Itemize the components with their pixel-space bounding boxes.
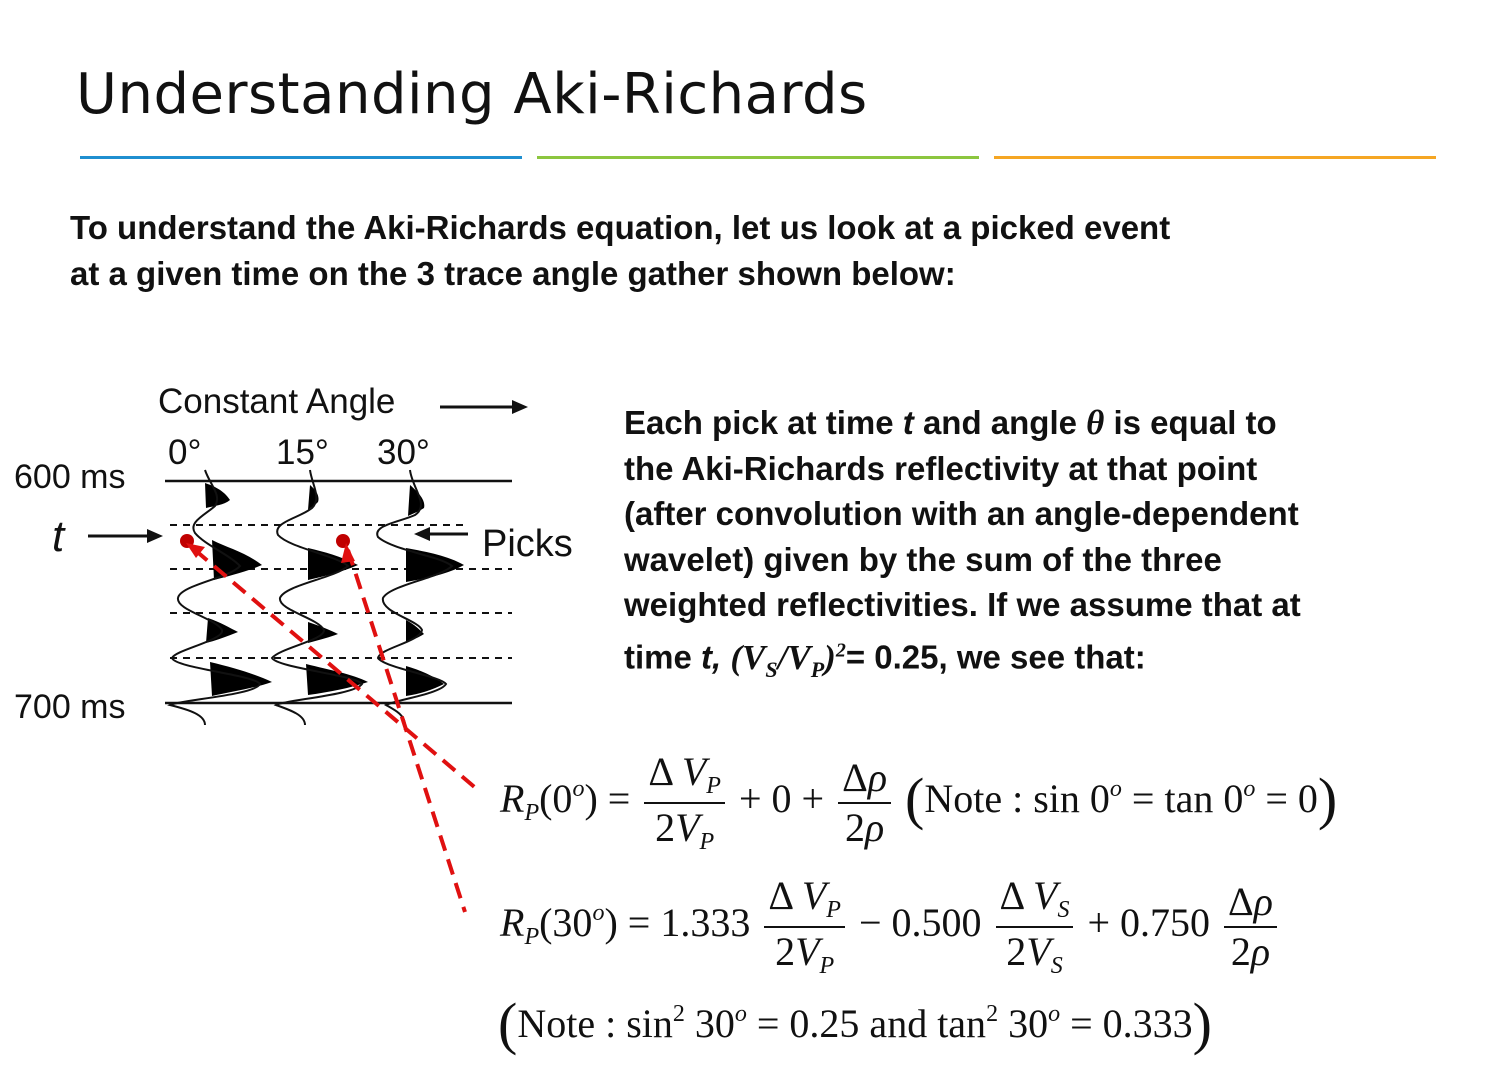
vs-vp-ratio: $(V_S/V_P)^2$ (730, 637, 846, 682)
constant-angle-arrow-icon (440, 400, 528, 414)
equation-rp-0: $R_P(0^o)$ = $\frac{\Delta V_P}{2V_P}$ + 0 + $\frac{\Delta\rho}{2\rho}$ (Note : sin 0$^o$ = tan 0$^o$ = 0) (500, 749, 1338, 855)
desc-line-1: Each pick at time t and angle θ is equal to (624, 403, 1277, 442)
equation-note-30: (Note : $\sin^2 30^o = 0.25$ and $\tan^2 30^o = 0.333$) (498, 991, 1212, 1056)
page-title: Understanding Aki-Richards (76, 62, 868, 127)
frac-dvp-over-2vp: $\frac{\Delta V_P}{2V_P}$ (644, 752, 725, 854)
picks-arrow-icon (414, 527, 468, 541)
desc-line-5: weighted reflectivities. If we assume that at (624, 586, 1301, 624)
time-label-600: 600 ms (14, 458, 126, 496)
intro-line-2: at a given time on the 3 trace angle gather shown below: (70, 255, 956, 292)
time-label-700: 700 ms (14, 688, 126, 726)
angle-label-15: 15° (276, 433, 329, 472)
time-marker-t: t (52, 512, 65, 561)
t-arrow-icon (88, 529, 163, 543)
equation-rp-30: $R_P(30^o) = 1.333$ $\frac{\Delta V_P}{2V_P}$ − 0.500 $\frac{\Delta V_S}{2V_S}$ + 0.750 $\frac{\Delta\rho}{2\rho}$ (500, 876, 1281, 978)
pick-point-15 (336, 534, 350, 548)
pick-description (624, 400, 1474, 692)
desc-line-6: time t, $(V_S/V_P)^2= 0.25$, we see that: (624, 637, 1146, 682)
trace-30-deg (377, 470, 464, 725)
trace-15-fill (306, 485, 368, 695)
intro-line-1: To understand the Aki-Richards equation, let us look at a picked event (70, 209, 1171, 246)
desc-line-3: (after convolution with an angle-dependent (624, 495, 1299, 533)
frac-dvp-over-2vp-2: $\frac{\Delta V_P}{2V_P}$ (764, 876, 845, 978)
desc-line-2: the Aki-Richards reflectivity at that point (624, 449, 1258, 487)
trace-0-deg (170, 470, 272, 725)
constant-angle-label: Constant Angle (158, 382, 396, 421)
pick-pointer-lines (195, 550, 478, 912)
frac-drho-over-2rho: $\frac{\Delta\rho}{2\rho}$ (838, 758, 891, 848)
frac-drho-over-2rho-2: $\frac{\Delta\rho}{2\rho}$ (1224, 882, 1277, 972)
frac-dvs-over-2vs: $\frac{\Delta V_S}{2V_S}$ (996, 876, 1074, 978)
angle-label-0: 0° (168, 433, 202, 472)
trace-30-fill (406, 485, 464, 696)
angle-label-30: 30° (377, 433, 430, 472)
desc-line-4: wavelet) given by the sum of the three (624, 540, 1222, 578)
picks-label: Picks (482, 523, 573, 565)
